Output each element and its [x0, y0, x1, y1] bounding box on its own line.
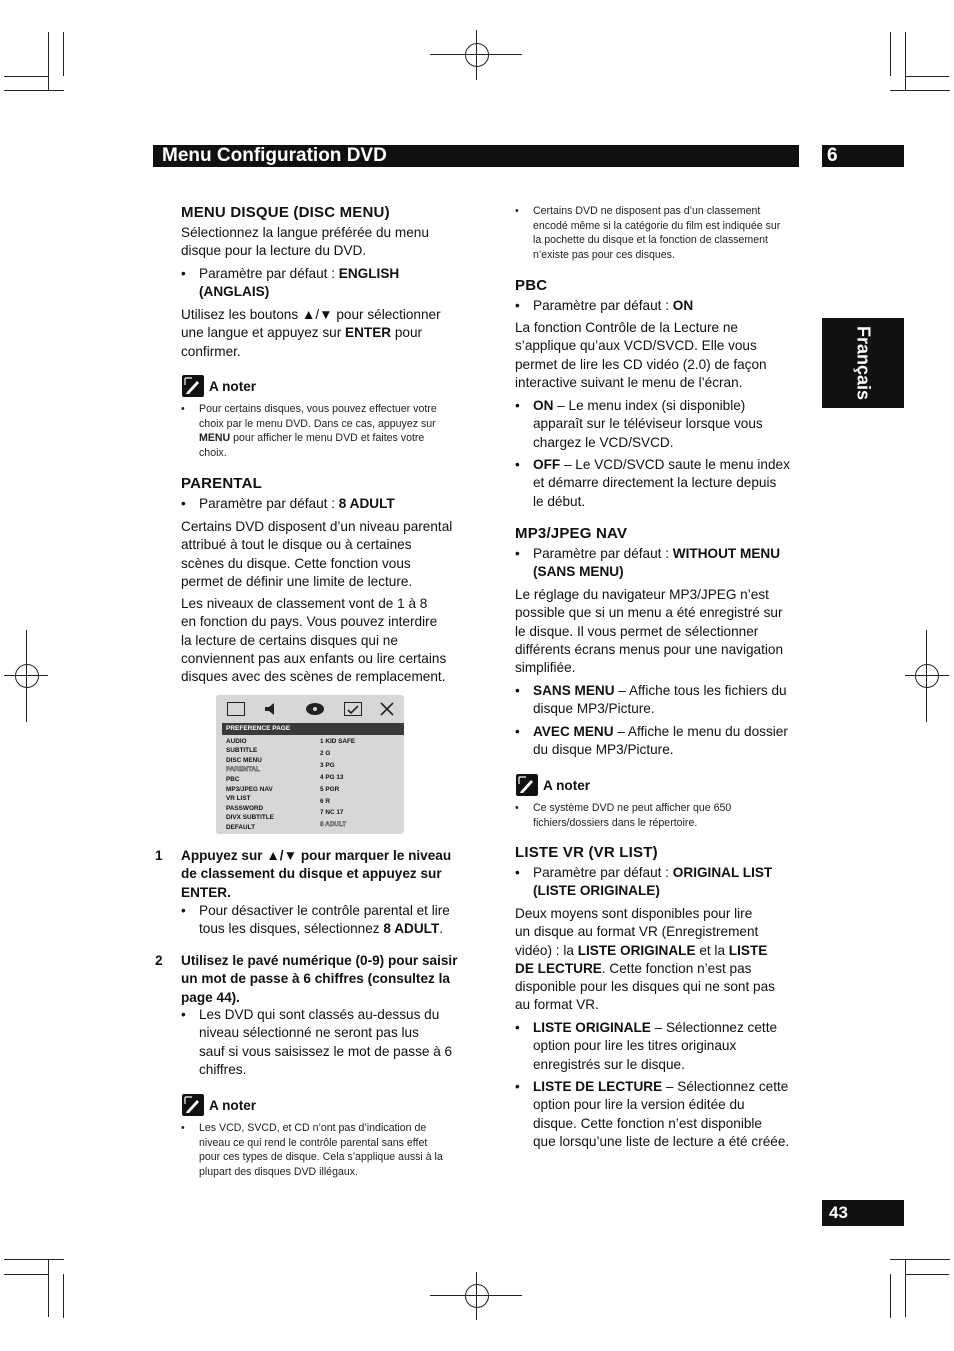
paragraph: [515, 586, 783, 677]
text-run: Paramètre par défaut :: [199, 266, 339, 281]
text-run: Paramètre par défaut :: [199, 496, 339, 511]
text-run: Paramètre par défaut :: [533, 546, 673, 561]
bullet-dot: •: [515, 546, 520, 561]
default-value: 8 ADULT: [338, 496, 395, 511]
text-line: n’existe pas pour ces disques.: [533, 248, 675, 261]
language-tab-label: Français: [853, 325, 874, 401]
note-text: [181, 402, 437, 460]
text-line: le début.: [533, 493, 586, 509]
text-line: différents écrans menus pour une navigation: [515, 641, 784, 657]
option-name: ON: [533, 398, 554, 413]
text-run: pour afficher le menu DVD et faites votre: [230, 432, 425, 445]
section-title-vr-list: LISTE VR (VR LIST): [515, 844, 658, 861]
section-title-disc-menu: MENU DISQUE (DISC MENU): [181, 204, 390, 221]
text-line: un disque au format VR (Enregistrement: [515, 924, 759, 940]
option-name: DE LECTURE: [515, 960, 602, 976]
text-line: permet de définir une limite de lecture.: [181, 573, 413, 589]
step-number: 2: [155, 953, 163, 968]
chapter-badge: [822, 145, 904, 167]
bullet-dot: •: [515, 802, 519, 814]
tv-icon: [227, 702, 245, 716]
text-line: Le réglage du navigateur MP3/JPEG n’est: [515, 587, 769, 602]
key-name: ENTER: [345, 325, 392, 341]
option-name: LISTE ORIGINALE: [577, 942, 696, 958]
bullet-dot: •: [515, 205, 519, 217]
text-line: Les niveaux de classement vont de 1 à 8: [181, 596, 428, 611]
text-line: disque. Cette fonction n’est disponible: [533, 1115, 762, 1131]
text-line: disponible pour les disques qui ne sont pas: [515, 979, 775, 995]
rating-option: 5 PGR: [320, 786, 340, 793]
bullet-item: [515, 723, 788, 760]
menu-item-parental: PARENTAL: [226, 766, 260, 773]
text-line: enregistrés sur le disque.: [533, 1056, 685, 1072]
text-line: disque pour la lecture du DVD.: [181, 243, 367, 259]
text-run: . Cette fonction n’est pas: [601, 960, 752, 976]
text-line: attribué à tout le disque ou à certaines: [181, 537, 412, 553]
bullet-dot: •: [515, 1079, 520, 1094]
section-title-parental: PARENTAL: [181, 475, 263, 492]
bullet-item: [515, 1019, 778, 1074]
bullet-dot: •: [515, 1020, 520, 1035]
text-line: possible que si un menu a été enregistré sur: [515, 605, 783, 621]
text-run: – Sélectionnez cette: [662, 1079, 789, 1094]
text-line: niveau ce qui rend le contrôle parental sans effet: [199, 1136, 428, 1149]
text-line: option pour lire les titres originaux: [533, 1038, 737, 1054]
note-label: A noter: [209, 1098, 257, 1113]
bullet-item: [515, 297, 694, 315]
paragraph: [515, 319, 767, 392]
text-run: une langue et appuyez sur: [181, 325, 346, 341]
default-value: (SANS MENU): [533, 564, 624, 580]
bullet-item: [515, 682, 787, 719]
bullet-dot: •: [181, 903, 186, 918]
speaker-icon: [263, 702, 281, 716]
bullet-item: [515, 545, 781, 582]
text-line: scènes du disque. Cette fonction vous: [181, 555, 411, 571]
text-line: le disque. Il vous permet de sélectionner: [515, 623, 759, 639]
bullet-dot: •: [515, 865, 520, 880]
text-line: disque MP3/Picture.: [533, 701, 655, 717]
text-line: Appuyez sur ▲/▼ pour marquer le niveau: [181, 848, 452, 863]
rating-option: 7 NC 17: [320, 809, 344, 816]
text-line: option pour lire la version éditée du: [533, 1097, 745, 1113]
note-icon: [182, 375, 204, 397]
menu-item-pbc: PBC: [226, 776, 240, 783]
rating-option: 1 KID SAFE: [320, 738, 356, 745]
note-label: A noter: [543, 778, 591, 793]
text-run: – Le menu index (si disponible): [553, 398, 746, 413]
rating-option: 2 G: [320, 750, 331, 757]
text-line: ENTER.: [181, 884, 231, 900]
bullet-dot: •: [181, 403, 185, 415]
preference-menu-screenshot: [216, 695, 404, 834]
step-number: 1: [155, 848, 163, 863]
note-label: A noter: [209, 379, 257, 394]
text-line: Ce système DVD ne peut afficher que 650: [533, 802, 732, 814]
text-line: Certains DVD disposent d’un niveau parental: [181, 519, 453, 534]
text-line: en fonction du pays. Vous pouvez interdire: [181, 614, 438, 630]
rating-option: 3 PG: [320, 762, 335, 769]
text-line: Les DVD qui sont classés au-dessus du: [199, 1007, 440, 1022]
rating-option: 4 PG 13: [320, 774, 344, 781]
bullet-item: [515, 397, 763, 452]
note-text: [515, 204, 781, 262]
text-line: apparaît sur le téléviseur lorsque vous: [533, 416, 763, 432]
bullet-item: [181, 1006, 453, 1079]
step-text: [181, 952, 458, 1007]
page-title: Menu Configuration DVD: [162, 145, 387, 166]
menu-item-vr-list: VR LIST: [226, 795, 251, 802]
default-value: 8 ADULT: [383, 921, 440, 937]
default-value: ORIGINAL LIST: [672, 865, 773, 880]
menu-item-password: PASSWORD: [226, 805, 264, 812]
text-line: disques avec des scènes de remplacement.: [181, 669, 446, 685]
text-run: – Affiche le menu du dossier: [613, 724, 788, 739]
bullet-item: [515, 1078, 790, 1151]
text-line: de classement du disque et appuyez sur: [181, 866, 442, 882]
header-bar: [153, 145, 799, 167]
menu-item-default: DEFAULT: [226, 824, 255, 831]
text-line: s’applique qu’aux VCD/SVCD. Elle vous: [515, 338, 757, 354]
default-value: ENGLISH: [338, 266, 400, 281]
bullet-item: [181, 495, 395, 513]
text-line: conviennent pas aux enfants ou lire certains: [181, 650, 447, 666]
default-value: ON: [672, 298, 694, 313]
text-line: Deux moyens sont disponibles pour lire: [515, 906, 753, 921]
paragraph: [515, 905, 775, 1015]
text-line: niveau sélectionné ne seront pas lus: [199, 1025, 419, 1041]
bullet-dot: •: [515, 398, 520, 413]
note-text: [515, 801, 732, 830]
bullet-dot: •: [515, 457, 520, 472]
note-icon: [516, 774, 538, 796]
default-value: (LISTE ORIGINALE): [533, 883, 660, 899]
language-tab: [822, 318, 904, 408]
text-line: un mot de passe à 6 chiffres (consultez la: [181, 971, 450, 987]
bullet-dot: •: [515, 683, 520, 698]
text-run: et la: [695, 942, 729, 958]
text-line: Les VCD, SVCD, et CD n’ont pas d’indication de: [199, 1122, 427, 1134]
text-run: – Le VCD/SVCD saute le menu index: [560, 457, 790, 472]
rating-option-selected: 8 ADULT: [320, 821, 347, 828]
text-line: Utilisez les boutons ▲/▼ pour sélectionner: [181, 307, 441, 322]
chapter-number: 6: [827, 145, 838, 166]
text-line: confirmer.: [181, 343, 241, 359]
close-icon: [379, 702, 397, 716]
page-number: 43: [829, 1203, 848, 1222]
bullet-dot: •: [181, 496, 186, 511]
text-line: Utilisez le pavé numérique (0-9) pour saisir: [181, 953, 458, 968]
text-line: simplifiée.: [515, 660, 576, 676]
text-line: au format VR.: [515, 997, 599, 1013]
step-text: [181, 847, 451, 902]
bullet-item: [515, 456, 790, 511]
text-line: permet de lire les CD vidéo (2.0) de façon: [515, 356, 767, 372]
text-run: – Affiche tous les fichiers du: [614, 683, 787, 698]
text-line: Pour certains disques, vous pouvez effectuer votre: [199, 403, 437, 415]
section-title-pbc: PBC: [515, 277, 548, 294]
check-box-icon: [344, 702, 362, 716]
menu-item-mp3-jpeg-nav: MP3/JPEG NAV: [226, 786, 273, 793]
text-run: .: [439, 921, 444, 937]
text-line: que lorsqu’une liste de lecture a été créée.: [533, 1133, 790, 1149]
bullet-dot: •: [181, 1122, 185, 1134]
menu-item-audio: AUDIO: [226, 738, 247, 745]
text-run: tous les disques, sélectionnez: [199, 921, 384, 937]
text-line: page 44).: [181, 989, 240, 1005]
text-line: Sélectionnez la langue préférée du menu: [181, 225, 429, 240]
rating-option: 6 R: [320, 798, 330, 805]
text-line: la lecture de certains disques qui ne: [181, 632, 398, 648]
section-title-mp3-jpeg-nav: MP3/JPEG NAV: [515, 525, 628, 542]
text-line: et démarre directement la lecture depuis: [533, 475, 777, 491]
default-value: WITHOUT MENU: [672, 546, 781, 561]
text-line: fichiers/dossiers dans le répertoire.: [533, 816, 698, 829]
text-line: la pochette du disque et la fonction de classement: [533, 234, 768, 247]
option-name: OFF: [533, 457, 561, 472]
text-line: chargez le VCD/SVCD.: [533, 434, 674, 450]
text-line: encodé même si la catégorie du film est indiquée sur: [533, 219, 781, 232]
bullet-dot: •: [181, 266, 186, 281]
menu-page-strip: PREFERENCE PAGE: [222, 723, 404, 735]
text-line: interactive suivant le menu de l’écran.: [515, 374, 743, 390]
text-line: La fonction Contrôle de la Lecture ne: [515, 320, 738, 335]
text-line: Pour désactiver le contrôle parental et lire: [199, 903, 450, 918]
bullet-dot: •: [515, 724, 520, 739]
disc-icon: [305, 702, 323, 716]
note-text: [181, 1121, 443, 1179]
option-name: LISTE DE LECTURE: [533, 1079, 663, 1094]
text-line: sauf si vous saisissez le mot de passe à 6: [199, 1043, 453, 1059]
bullet-dot: •: [515, 298, 520, 313]
text-line: plupart des disques DVD illégaux.: [199, 1165, 358, 1178]
paragraph: [181, 595, 446, 686]
text-line: du disque MP3/Picture.: [533, 742, 674, 758]
bullet-item: [515, 864, 773, 901]
key-name: MENU: [199, 432, 231, 445]
menu-item-divx-subtitle: DIVX SUBTITLE: [226, 814, 274, 821]
bullet-dot: •: [181, 1007, 186, 1022]
option-name: LISTE ORIGINALE: [533, 1020, 651, 1035]
default-value: (ANGLAIS): [199, 284, 270, 300]
menu-item-disc-menu: DISC MENU: [226, 757, 262, 764]
menu-item-subtitle: SUBTITLE: [226, 747, 258, 754]
text-run: Paramètre par défaut :: [533, 865, 673, 880]
text-run: vidéo) : la: [515, 942, 578, 958]
paragraph: [181, 306, 441, 361]
text-line: choix.: [199, 446, 227, 459]
text-line: choix par le menu DVD. Dans ce cas, appuyez sur: [199, 417, 436, 430]
text-line: pour ces types de disque. Cela s’applique aussi à la: [199, 1151, 443, 1164]
text-line: chiffres.: [199, 1061, 247, 1077]
text-run: pour: [391, 325, 423, 341]
option-name: AVEC MENU: [533, 724, 614, 739]
text-run: Paramètre par défaut :: [533, 298, 673, 313]
bullet-item: [181, 902, 450, 939]
option-name: LISTE: [728, 942, 768, 958]
text-run: – Sélectionnez cette: [650, 1020, 778, 1035]
text-line: Certains DVD ne disposent pas d’un classement: [533, 205, 761, 217]
paragraph: [181, 518, 452, 591]
page-number-badge: [822, 1200, 904, 1226]
option-name: SANS MENU: [533, 683, 615, 698]
note-icon: [182, 1094, 204, 1116]
bullet-item: [181, 265, 400, 302]
paragraph: [181, 224, 429, 261]
